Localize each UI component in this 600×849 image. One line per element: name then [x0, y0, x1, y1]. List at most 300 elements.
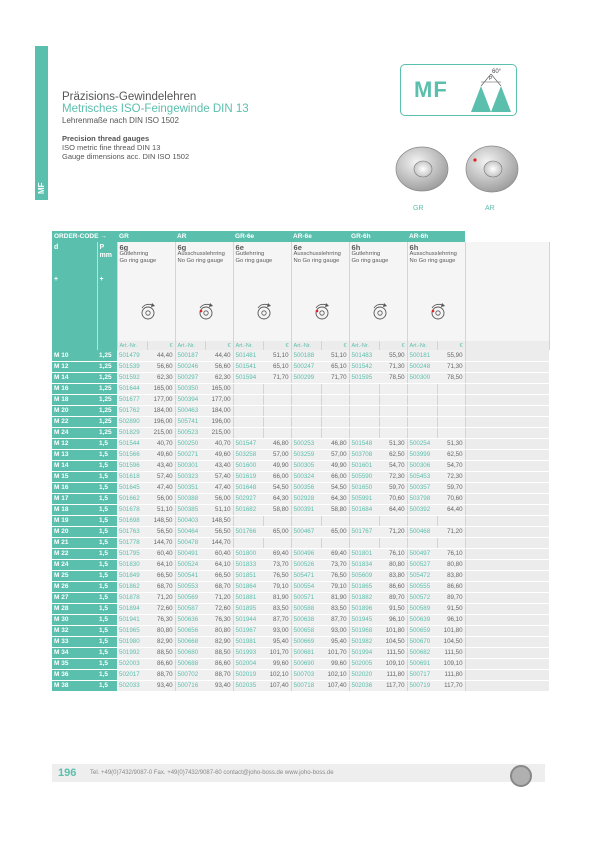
article-number: 501882 [349, 592, 379, 603]
size-cell: M 10 [52, 350, 97, 361]
price: 93,40 [147, 680, 175, 691]
price: 144,70 [147, 537, 175, 548]
article-number: 501677 [117, 394, 147, 405]
col-p-label: P [99, 244, 105, 251]
price: 196,00 [205, 416, 233, 427]
article-number: 501479 [117, 350, 147, 361]
price: 79,10 [263, 581, 291, 592]
article-number: 501894 [117, 603, 147, 614]
blank-cell [465, 394, 549, 405]
article-number: 500541 [175, 570, 205, 581]
article-number [233, 427, 263, 438]
size-cell: M 12 [52, 438, 97, 449]
article-number: 500526 [291, 559, 321, 570]
price: 88,70 [147, 669, 175, 680]
table-row [52, 361, 549, 372]
price: 184,00 [147, 405, 175, 416]
article-number: 501542 [349, 361, 379, 372]
article-number: 501862 [117, 581, 147, 592]
article-number: 500351 [175, 482, 205, 493]
side-tab-label: MF [37, 182, 46, 194]
article-number: 501684 [349, 504, 379, 515]
price: 64,30 [263, 493, 291, 504]
article-number: 500572 [407, 592, 437, 603]
blank-cell [465, 341, 549, 350]
article-number: 500253 [291, 438, 321, 449]
col-p-header [97, 242, 117, 341]
blank-cell [465, 372, 549, 383]
blank-cell [465, 680, 549, 691]
article-number: 500524 [175, 559, 205, 570]
brand-logo [510, 765, 532, 787]
price: 104,50 [437, 636, 465, 647]
pitch-label: P [489, 76, 493, 82]
article-number: 501833 [233, 559, 263, 570]
table-row [52, 383, 549, 394]
price: 60,40 [147, 548, 175, 559]
blank-cell [465, 669, 549, 680]
price: 177,00 [205, 394, 233, 405]
article-number: 500636 [175, 614, 205, 625]
size-cell: M 14 [52, 372, 97, 383]
price: 51,30 [437, 438, 465, 449]
article-number: 500682 [407, 647, 437, 658]
article-number: 500247 [291, 361, 321, 372]
price [379, 405, 407, 416]
price: 56,60 [205, 361, 233, 372]
article-number: 500478 [175, 537, 205, 548]
price: 86,60 [437, 581, 465, 592]
price: 71,30 [379, 361, 407, 372]
pitch-cell: 1,5 [97, 581, 117, 592]
article-number: 501865 [349, 581, 379, 592]
pitch-cell: 1,5 [97, 515, 117, 526]
price: 72,60 [147, 603, 175, 614]
article-number [291, 383, 321, 394]
table-row [52, 614, 549, 625]
description-row [52, 242, 549, 341]
size-cell: M 13 [52, 449, 97, 460]
pitch-cell: 1,25 [97, 405, 117, 416]
price: 72,60 [205, 603, 233, 614]
price: 99,60 [321, 658, 349, 669]
price: 62,30 [205, 372, 233, 383]
article-number [407, 383, 437, 394]
tolerance-class: 6h [351, 243, 361, 252]
pitch-cell: 1,5 [97, 537, 117, 548]
price: 111,80 [379, 669, 407, 680]
article-number: 501645 [117, 482, 147, 493]
desc-en: No Go ring gauge [409, 258, 456, 264]
price: 76,10 [379, 548, 407, 559]
article-number: 500187 [175, 350, 205, 361]
price: 196,00 [147, 416, 175, 427]
article-number: 500392 [407, 504, 437, 515]
pitch-cell: 1,5 [97, 482, 117, 493]
article-number: 500703 [291, 669, 321, 680]
table-row [52, 504, 549, 515]
pitch-cell: 1,5 [97, 438, 117, 449]
article-number [233, 416, 263, 427]
price: 76,30 [205, 614, 233, 625]
blank-cell [465, 504, 549, 515]
article-number: 500527 [407, 559, 437, 570]
article-number: 501544 [117, 438, 147, 449]
table-row [52, 438, 549, 449]
tolerance-class: 6e [235, 243, 244, 252]
price: 66,00 [263, 471, 291, 482]
article-number: 500300 [407, 372, 437, 383]
price: 148,50 [205, 515, 233, 526]
price: 66,50 [147, 570, 175, 581]
price: 59,70 [379, 482, 407, 493]
price [437, 427, 465, 438]
price: 86,60 [205, 658, 233, 669]
article-number: 500702 [175, 669, 205, 680]
price: 56,00 [147, 493, 175, 504]
price: 95,40 [263, 636, 291, 647]
article-number: 500587 [175, 603, 205, 614]
article-number: 500388 [175, 493, 205, 504]
pitch-cell: 1,5 [97, 592, 117, 603]
price: 87,70 [263, 614, 291, 625]
go-gauge-icon [138, 303, 158, 321]
gauge-de: Lehrenmaße nach DIN ISO 1502 [62, 116, 179, 125]
table-row [52, 416, 549, 427]
article-number [407, 427, 437, 438]
price: 76,30 [147, 614, 175, 625]
article-number: 502927 [233, 493, 263, 504]
desc-de: Ausschusslehrring [409, 251, 457, 257]
price: 101,70 [263, 647, 291, 658]
desc-de: Gutlehrring [119, 251, 149, 257]
desc-en: No Go ring gauge [177, 258, 224, 264]
price [321, 405, 349, 416]
article-number: 502036 [349, 680, 379, 691]
gauge-en: Gauge dimensions acc. DIN ISO 1502 [62, 152, 190, 161]
pitch-cell: 1,25 [97, 394, 117, 405]
table-row [52, 471, 549, 482]
price: 64,40 [379, 504, 407, 515]
blank-cell [465, 438, 549, 449]
blank-cell [465, 614, 549, 625]
article-number: 503798 [407, 493, 437, 504]
price [437, 394, 465, 405]
price: 71,20 [205, 592, 233, 603]
article-number: 501547 [233, 438, 263, 449]
gauge-description [407, 242, 465, 341]
price: 73,70 [321, 559, 349, 570]
price: 57,40 [147, 471, 175, 482]
price: 65,10 [321, 361, 349, 372]
price: 60,40 [205, 548, 233, 559]
price: 99,60 [263, 658, 291, 669]
price: 101,80 [437, 625, 465, 636]
article-number: 501982 [349, 636, 379, 647]
price: 62,50 [379, 449, 407, 460]
article-number: 500188 [291, 350, 321, 361]
article-number: 500299 [291, 372, 321, 383]
price: 82,90 [147, 636, 175, 647]
price: 72,30 [379, 471, 407, 482]
price [437, 515, 465, 526]
article-number [349, 537, 379, 548]
price: 54,70 [379, 460, 407, 471]
article-number: 501980 [117, 636, 147, 647]
gauge-description [291, 242, 349, 341]
price [263, 427, 291, 438]
article-number: 501596 [117, 460, 147, 471]
pitch-cell: 1,5 [97, 460, 117, 471]
header [62, 91, 362, 161]
price: 44,40 [147, 350, 175, 361]
size-cell: M 12 [52, 361, 97, 372]
price: 88,50 [147, 647, 175, 658]
article-number: 502928 [291, 493, 321, 504]
article-number: 500639 [407, 614, 437, 625]
price: 71,30 [437, 361, 465, 372]
desc-de: Ausschusslehrring [293, 251, 341, 257]
group-header: GR-6h [349, 231, 407, 242]
tolerance-class: 6g [119, 243, 129, 252]
price: 101,80 [379, 625, 407, 636]
price: 68,70 [147, 581, 175, 592]
article-number: 503259 [291, 449, 321, 460]
article-number: 501864 [233, 581, 263, 592]
article-number [349, 427, 379, 438]
price: 64,30 [321, 493, 349, 504]
article-number [291, 537, 321, 548]
price: 40,70 [205, 438, 233, 449]
price [263, 383, 291, 394]
go-gauge-icon [312, 303, 332, 321]
price: 64,10 [205, 559, 233, 570]
article-number: 501483 [349, 350, 379, 361]
euro-header: € [379, 341, 407, 350]
price: 71,20 [147, 592, 175, 603]
table-row [52, 372, 549, 383]
price: 58,80 [263, 504, 291, 515]
price [379, 383, 407, 394]
article-number: 500271 [175, 449, 205, 460]
desc-en: Go ring gauge [351, 258, 389, 264]
gauge-description [233, 242, 291, 341]
article-number: 500719 [407, 680, 437, 691]
price: 70,60 [437, 493, 465, 504]
article-number: 502017 [117, 669, 147, 680]
price: 93,00 [263, 625, 291, 636]
article-number: 501895 [233, 603, 263, 614]
table-row [52, 680, 549, 691]
size-cell: M 17 [52, 493, 97, 504]
article-number: 501878 [117, 592, 147, 603]
article-number: 500717 [407, 669, 437, 680]
article-number: 502033 [117, 680, 147, 691]
go-gauge-icon [428, 303, 448, 321]
price: 62,50 [437, 449, 465, 460]
article-number: 503708 [349, 449, 379, 460]
article-number [349, 405, 379, 416]
price: 83,80 [437, 570, 465, 581]
price: 80,80 [379, 559, 407, 570]
article-number: 505991 [349, 493, 379, 504]
article-number: 501682 [233, 504, 263, 515]
pitch-cell: 1,5 [97, 658, 117, 669]
art-no-header: Art.-Nr. [117, 341, 147, 350]
table-row [52, 449, 549, 460]
price-table [52, 231, 550, 692]
article-number: 502003 [117, 658, 147, 669]
size-cell: M 24 [52, 559, 97, 570]
price: 96,10 [379, 614, 407, 625]
page-number: 196 [58, 767, 77, 779]
price: 80,80 [205, 625, 233, 636]
price: 62,30 [147, 372, 175, 383]
article-number: 501600 [233, 460, 263, 471]
article-number: 500468 [407, 526, 437, 537]
table-row [52, 482, 549, 493]
blank-cell [465, 383, 549, 394]
article-number: 501648 [233, 482, 263, 493]
article-number: 501619 [233, 471, 263, 482]
desc-en: No Go ring gauge [293, 258, 340, 264]
article-number: 501541 [233, 361, 263, 372]
article-number: 500394 [175, 394, 205, 405]
gauge-description [175, 242, 233, 341]
blank-cell [465, 658, 549, 669]
article-number [233, 405, 263, 416]
pitch-cell: 1,5 [97, 614, 117, 625]
article-number: 500356 [291, 482, 321, 493]
price: 73,70 [263, 559, 291, 570]
size-cell: M 34 [52, 647, 97, 658]
price: 80,80 [437, 559, 465, 570]
article-number: 500467 [291, 526, 321, 537]
price: 59,70 [437, 482, 465, 493]
price: 44,40 [205, 350, 233, 361]
pitch-cell: 1,5 [97, 493, 117, 504]
blank-cell [465, 548, 549, 559]
article-number: 501993 [233, 647, 263, 658]
price: 148,50 [147, 515, 175, 526]
price: 71,70 [321, 372, 349, 383]
price [379, 416, 407, 427]
article-number: 501678 [117, 504, 147, 515]
article-number: 503258 [233, 449, 263, 460]
blank-cell [465, 350, 549, 361]
article-number: 500670 [407, 636, 437, 647]
price: 76,50 [321, 570, 349, 581]
price: 70,60 [379, 493, 407, 504]
article-number: 502019 [233, 669, 263, 680]
article-number: 500403 [175, 515, 205, 526]
blank-cell [465, 592, 549, 603]
article-number: 501481 [233, 350, 263, 361]
article-number: 505453 [407, 471, 437, 482]
desc-en: Go ring gauge [119, 258, 157, 264]
table-row [52, 493, 549, 504]
price [321, 416, 349, 427]
price: 104,50 [379, 636, 407, 647]
footer-contact: Tel. +49(0)7432/9087-0 Fax. +49(0)7432/9087-60 contact@joho-boss.de www.joho-boss.de [90, 770, 334, 776]
pitch-cell: 1,5 [97, 625, 117, 636]
article-number: 500680 [175, 647, 205, 658]
table-row [52, 603, 549, 614]
price: 49,60 [147, 449, 175, 460]
size-cell: M 22 [52, 548, 97, 559]
pitch-cell: 1,25 [97, 383, 117, 394]
price: 54,70 [437, 460, 465, 471]
article-number [407, 416, 437, 427]
price: 107,40 [263, 680, 291, 691]
price: 80,80 [147, 625, 175, 636]
price: 56,00 [205, 493, 233, 504]
price: 109,10 [437, 658, 465, 669]
pitch-cell: 1,25 [97, 350, 117, 361]
article-number: 501965 [117, 625, 147, 636]
price: 46,80 [263, 438, 291, 449]
article-number: 502035 [233, 680, 263, 691]
price [379, 394, 407, 405]
article-number: 502890 [117, 416, 147, 427]
size-cell: M 22 [52, 416, 97, 427]
price [437, 416, 465, 427]
price: 107,40 [321, 680, 349, 691]
price [379, 427, 407, 438]
price: 102,10 [321, 669, 349, 680]
article-number: 501566 [117, 449, 147, 460]
blank-cell [465, 581, 549, 592]
article-number: 501830 [117, 559, 147, 570]
subtitle-de: Metrisches ISO-Feingewinde DIN 13 [62, 103, 249, 115]
price [263, 537, 291, 548]
article-number: 501851 [233, 570, 263, 581]
group-header-row [52, 231, 549, 242]
price: 57,40 [205, 471, 233, 482]
pitch-cell: 1,5 [97, 603, 117, 614]
price: 56,50 [147, 526, 175, 537]
price: 96,10 [437, 614, 465, 625]
price: 51,10 [263, 350, 291, 361]
article-number: 500554 [291, 581, 321, 592]
tolerance-class: 6e [293, 243, 302, 252]
price [379, 515, 407, 526]
price: 51,10 [321, 350, 349, 361]
article-number: 501992 [117, 647, 147, 658]
price [437, 405, 465, 416]
article-number: 500385 [175, 504, 205, 515]
price: 83,80 [379, 570, 407, 581]
article-number: 500681 [291, 647, 321, 658]
size-cell: M 20 [52, 405, 97, 416]
col-d-label: d [54, 244, 59, 251]
group-header: GR [117, 231, 175, 242]
price [321, 427, 349, 438]
title-en: Precision thread gauges [62, 134, 150, 143]
price: 65,00 [263, 526, 291, 537]
pitch-cell: 1,5 [97, 449, 117, 460]
article-number: 500571 [291, 592, 321, 603]
footer [52, 764, 545, 782]
article-number [233, 394, 263, 405]
table-row [52, 405, 549, 416]
blank-cell [465, 405, 549, 416]
article-number: 501778 [117, 537, 147, 548]
price: 56,50 [205, 526, 233, 537]
size-cell: M 26 [52, 581, 97, 592]
article-number: 501548 [349, 438, 379, 449]
article-number [407, 405, 437, 416]
